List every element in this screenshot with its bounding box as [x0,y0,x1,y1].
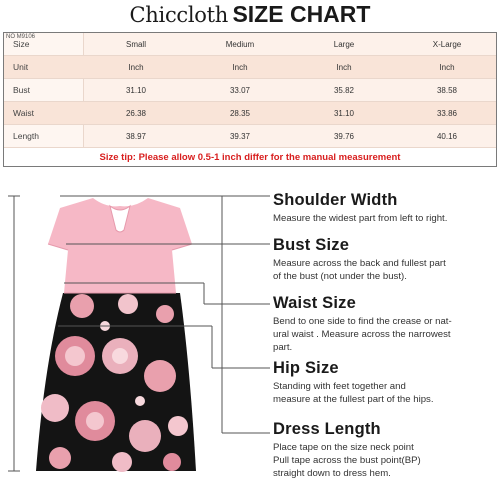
table-cell: 28.35 [229,109,251,118]
shoulder-width-title: Shoulder Width [273,191,398,209]
dress-length-text [273,441,498,479]
table-cell: Inch [232,63,248,72]
model-number: NO M9106 [6,34,36,40]
table-cell: 39.37 [229,132,251,141]
shoulder-width-text [273,212,498,225]
table-row [4,56,496,79]
row-label-length: Length [13,131,39,141]
dress-length-guide [222,196,270,433]
hip-size-title: Hip Size [273,359,339,377]
table-cell: 33.07 [229,86,251,95]
table-row [4,79,496,102]
size-tip: Size tip: Please allow 0.5-1 inch differ for the manual measurement [4,147,496,166]
brand-name: Chiccloth [129,3,228,27]
table-cell: Inch [336,63,352,72]
waist-size-section [273,293,498,354]
column-header-small: Small [125,40,146,49]
dress-length-title: Dress Length [273,420,381,438]
table-row [4,102,496,125]
table-cell: 38.97 [125,132,147,141]
bust-size-section [273,235,498,283]
table-cell: Inch [439,63,455,72]
table-cell: 35.82 [333,86,355,95]
instruction-line: Measure the widest part from left to right. [273,213,448,224]
column-header-medium: Medium [225,40,255,49]
instruction-line: of the bust (not under the bust). [273,271,407,282]
hip-size-text [273,380,498,406]
row-label-waist: Waist [13,108,34,118]
column-header-size: Size [13,39,30,49]
instruction-line: Measure across the back and fullest part [273,258,446,269]
dress-length-line [8,196,20,471]
instruction-line: part. [273,342,293,353]
bust-size-title: Bust Size [273,236,350,254]
instruction-line: straight down to dress hem. [273,468,391,479]
size-chart-heading [0,0,500,28]
table-cell: 31.10 [125,86,147,95]
size-table [3,32,497,167]
table-cell: 31.10 [333,109,355,118]
instruction-line: ural waist . Measure across the narrowest [273,329,451,340]
instruction-line: Standing with feet together and [273,381,406,392]
table-header-row [4,33,496,56]
instruction-line: Pull tape across the bust point(BP) [273,455,421,466]
dress-length-section [273,419,498,479]
instruction-line: Place tape on the size neck point [273,442,414,453]
hip-size-section [273,358,498,406]
instruction-line: Bend to one side to find the crease or nat- [273,316,452,327]
column-header-large: Large [333,40,355,49]
table-cell: 38.58 [436,86,458,95]
table-cell: 40.16 [436,132,458,141]
table-cell: Inch [128,63,144,72]
bust-size-text [273,257,498,283]
waist-size-title: Waist Size [273,294,356,312]
table-cell: 39.76 [333,132,355,141]
shoulder-width-section [273,190,498,225]
waist-size-text [273,315,498,354]
instruction-line: measure at the fullest part of the hips. [273,394,434,405]
table-cell: 26.38 [125,109,147,118]
chart-title: SIZE CHART [232,1,371,27]
row-label-bust: Bust [13,85,31,95]
row-label-unit: Unit [13,62,29,72]
table-row [4,125,496,148]
table-cell: 33.86 [436,109,458,118]
column-header-xlarge: X-Large [432,40,462,49]
